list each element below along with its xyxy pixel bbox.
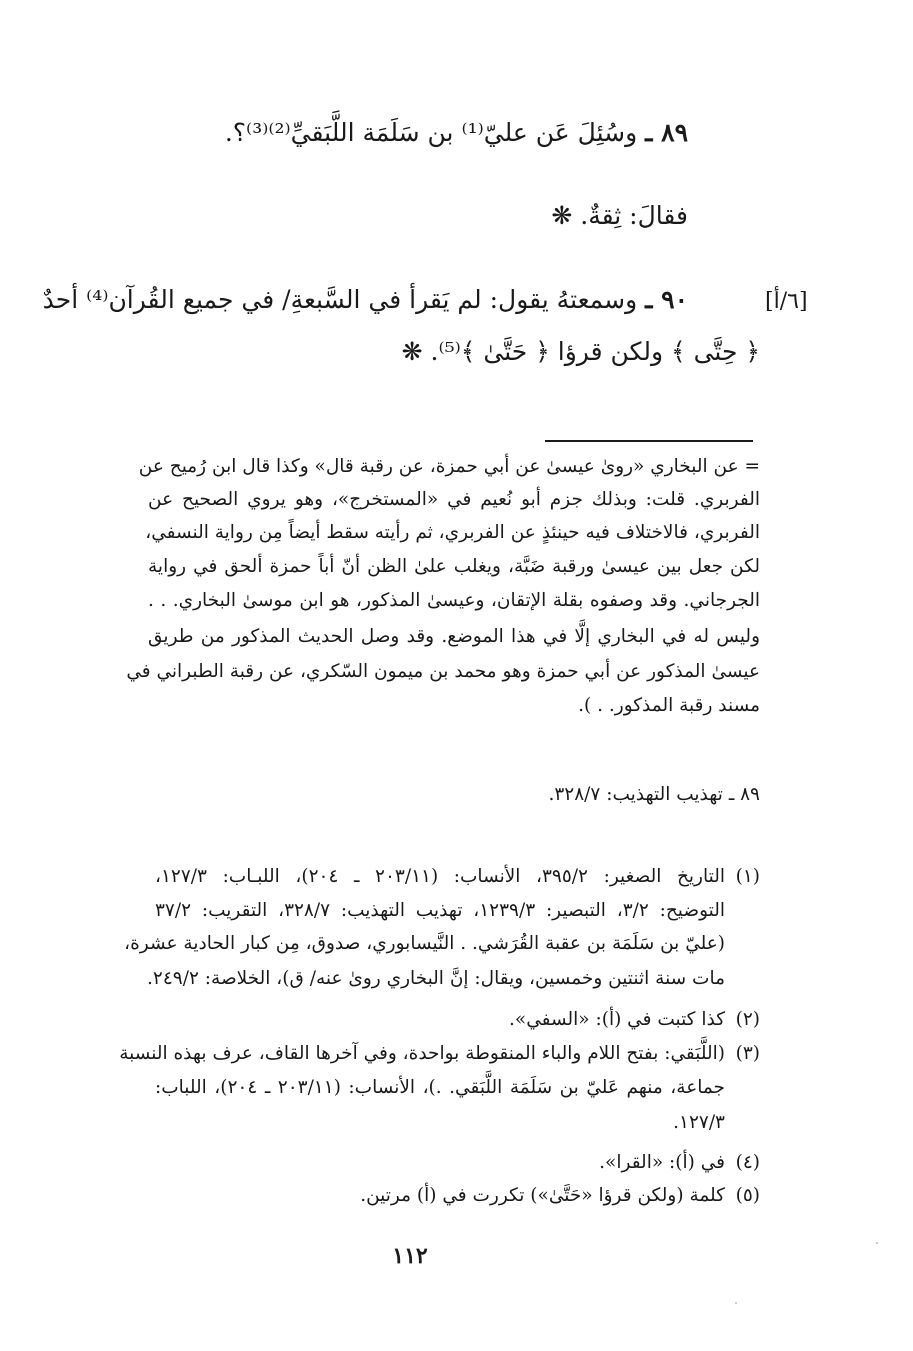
footnote-separator <box>545 440 753 442</box>
footnote-number: (٢) <box>735 1009 760 1030</box>
footnote-line: لكن جعل بين عيسىٰ ورقبة ضَبَّة، ويغلب علىٰ الظن أنّ أباً حمزة ألحق في رواية <box>148 556 760 577</box>
entry-number: ٩٠ ـ <box>645 285 688 314</box>
scan-speck <box>876 1242 878 1244</box>
footnote-line: ١٢٧/٣. <box>673 1112 725 1133</box>
footnote-line: (اللَّبَقي: بفتح اللام والباء المنقوطة بواحدة، وفي آخرها القاف، عرف بهذه النسبة <box>119 1043 725 1064</box>
entry-90-line-2: ﴿ حِتَّى ﴾ ولكن قرؤا ﴿ حَتَّىٰ ﴾⁽⁵⁾. ❋ <box>401 337 760 366</box>
page-number: ١١٢ <box>392 1243 428 1269</box>
footnote-line: كذا كتبت في (أ): «السفي». <box>509 1009 725 1030</box>
entry-number: ٨٩ ـ <box>645 118 688 147</box>
footnote-line: (عليّ بن سَلَمَة بن عقبة القُرَشي. . النَّيسابوري، صدوق، مِن كبار الحادية عشرة، <box>124 933 725 954</box>
footnote-line: الفربري، فالاختلاف فيه حينئذٍ عن الفربري، ثم رأيته سقط أيضاً مِن رواية النسفي، <box>145 522 760 543</box>
footnote-line: وليس له في البخاري إلَّا في هذا الموضع. وقد وصل الحديث المذكور من طريق <box>148 626 760 647</box>
footnote-line: عيسىٰ المذكور عن أبي حمزة وهو محمد بن ميمون السّكري، عن رقبة الطبراني في <box>126 661 760 682</box>
footnote-line: جماعة، منهم عَليّ بن سَلَمَة اللَّبَقي. .)، الأنساب: (٢٠٣/١١ ـ ٢٠٤)، اللباب: <box>155 1077 725 1098</box>
entry-text: وسمعتهُ يقول: لم يَقرأ في السَّبعةِ/ في جميع القُرآن⁽⁴⁾ أحدٌ <box>42 285 638 314</box>
footnote-number: (٣) <box>735 1043 760 1064</box>
footnote-line: التاريخ الصغير: ٣٩٥/٢، الأنساب: (٢٠٣/١١ ـ ٢٠٤)، اللبـاب: ١٢٧/٣، <box>155 866 725 887</box>
source-note: ٨٩ ـ تهذيب التهذيب: ٣٢٨/٧. <box>548 784 760 805</box>
footnote-line: كلمة (ولكن قرؤا «حَتَّىٰ») تكررت في (أ) مرتين. <box>360 1185 725 1206</box>
footnote-line: التوضيح: ٣/٢، التبصير: ١٢٣٩/٣، تهذيب التهذيب: ٣٢٨/٧، التقريب: ٣٧/٢ <box>155 900 725 921</box>
footnote-number: (١) <box>735 866 760 887</box>
footnote-line: = عن البخاري «روىٰ عيسىٰ عن أبي حمزة، عن رقبة قال» وكذا قال ابن رُميح عن <box>138 456 760 477</box>
margin-reference: [٦/أ] <box>765 289 808 314</box>
footnote-number: (٥) <box>735 1185 760 1206</box>
footnote-number: (٤) <box>735 1152 760 1173</box>
footnote-line: الفربري. قلت: وبذلك جزم أبو نُعيم في «المستخرج»، وهو يروي الصحيح عن <box>148 489 760 510</box>
scan-speck <box>735 1302 737 1304</box>
footnote-line: مسند رقبة المذكور. . ). <box>578 695 760 716</box>
answer-line: فقالَ: ثِقةٌ. ❋ <box>551 201 688 230</box>
footnote-line: الجرجاني. وقد وصفوه بقلة الإتقان، وعيسىٰ المذكور، هو ابن موسىٰ البخاري. . . <box>148 590 760 611</box>
entry-89 <box>225 120 688 145</box>
entry-90-line-1 <box>43 287 688 312</box>
footnote-line: في (أ): «القرا». <box>599 1152 725 1173</box>
entry-text: وسُئِلَ عَن عليّ⁽¹⁾ بن سَلَمَة اللَّبَقيِّ⁽²⁾⁽³⁾؟. <box>224 118 638 147</box>
footnote-line: مات سنة اثنتين وخمسين، ويقال: إنَّ البخاري روىٰ عنه/ ق)، الخلاصة: ٢٤٩/٢. <box>147 968 725 989</box>
